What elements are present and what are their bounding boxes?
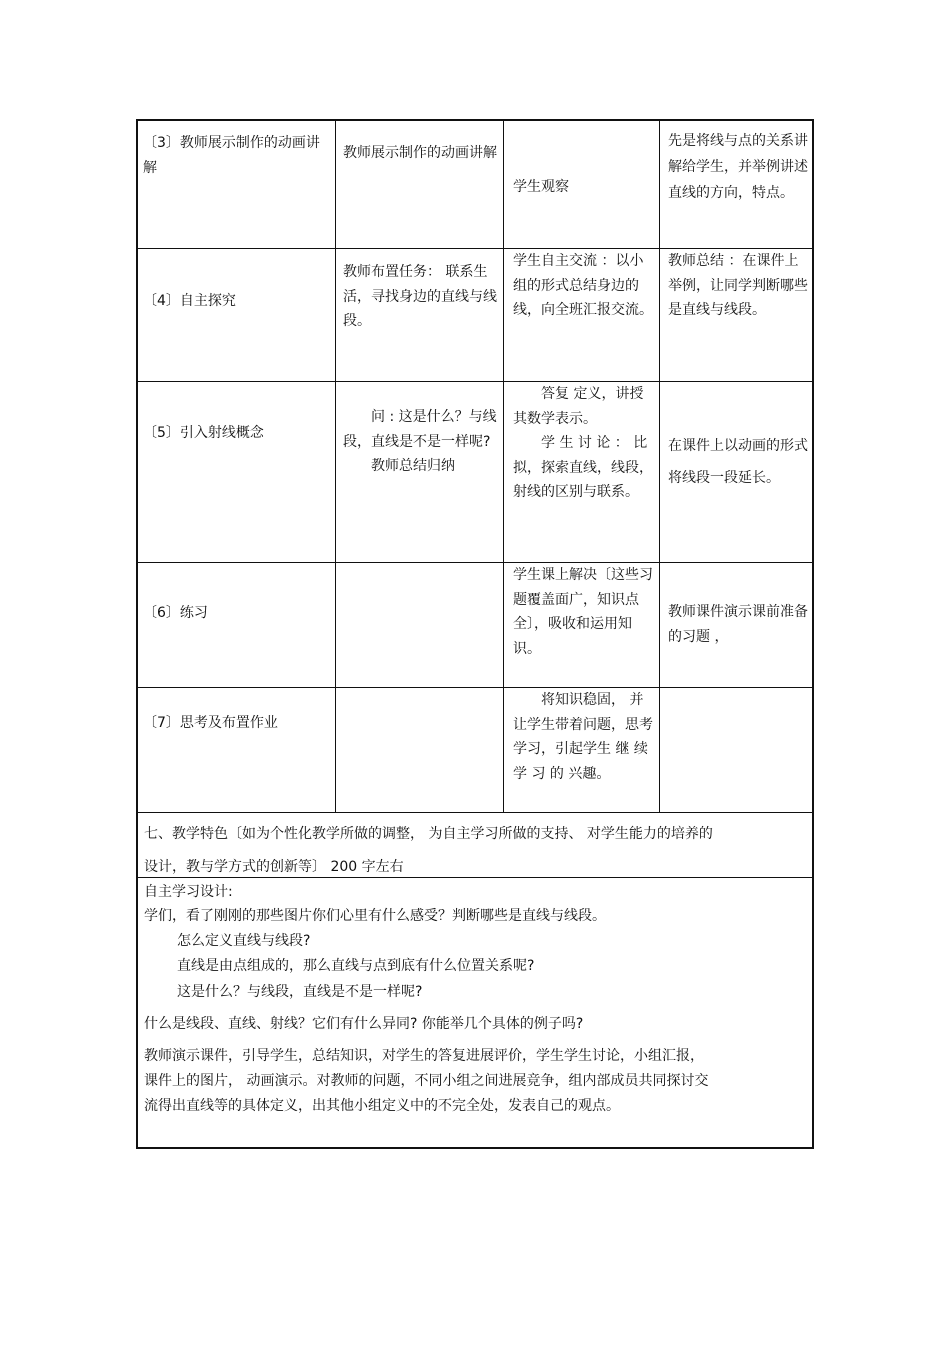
step-cell (143, 711, 329, 736)
teacher-text: 教师展示制作的动画讲解 (343, 145, 497, 161)
teacher-cell (343, 260, 497, 334)
teacher-text: 问 : 这是什么？与线段，直线是不是一样呢? (343, 409, 497, 450)
media-cell (668, 249, 808, 323)
media-text: 教师课件演示课前准备的习题 ， (668, 604, 808, 645)
student-text: 将知识稳固， 并让学生带着问题，思考学习，引起学生 继 续 学 习 的 兴趣。 (513, 692, 653, 782)
step-cell (143, 421, 329, 446)
media-text: 先是将线与点的关系讲解给学生，并举例讲述直线的方向，特点。 (668, 133, 808, 201)
student-text: 答复 定义，讲授其数学表示。 (513, 386, 644, 427)
design-paragraph: 课件上的图片， 动画演示。对教师的问题，不同小组之间进展竞争，组内部成员共同探讨交 (144, 1073, 709, 1089)
feature-heading-line2: 设计，教与学方式的创新等〕 200 字左右 (144, 859, 404, 875)
step-cell (143, 601, 329, 626)
column-divider (503, 119, 504, 813)
row-divider (136, 562, 814, 563)
step-label: 〔4〕自主探究 (143, 293, 236, 309)
step-label: 〔3〕教师展示制作的动画讲解 (143, 135, 320, 176)
media-text: 在课件上以动画的形式将线段一段延长。 (668, 438, 808, 486)
teacher-text: 教师总结归纳 (371, 458, 455, 474)
media-text: 教师总结 ：在课件上举例，让同学判断哪些是直线与线段。 (668, 253, 808, 318)
media-cell (668, 128, 808, 206)
teacher-cell (343, 405, 497, 479)
student-text: 学生课上解决〔这些习题覆盖面广，知识点全〕，吸收和运用知识。 (513, 567, 653, 657)
row-divider (136, 381, 814, 382)
student-cell (513, 175, 653, 200)
step-label: 〔7〕思考及布置作业 (143, 715, 278, 731)
column-divider (335, 119, 336, 813)
student-cell (513, 563, 653, 661)
step-cell (143, 289, 329, 314)
step-label: 〔5〕引入射线概念 (143, 425, 264, 441)
design-paragraph: 流得出直线等的具体定义，出其他小组定义中的不完全处，发表自己的观点。 (144, 1098, 620, 1114)
feature-heading-line1: 七、教学特色〔如为个性化教学所做的调整， 为自主学习所做的支持、 对学生能力的培养的 (144, 826, 713, 842)
media-cell (668, 430, 808, 494)
student-text: 学 生 讨 论 ： 比拟，探索直线，线段，射线的区别与联系。 (513, 435, 653, 500)
step-label: 〔6〕练习 (143, 605, 208, 621)
design-intro: 学们，看了刚刚的那些图片你们心里有什么感受？判断哪些是直线与线段。 (144, 908, 606, 924)
row-divider (136, 687, 814, 688)
design-question: 这是什么？与线段，直线是不是一样呢? (177, 984, 423, 1000)
design-paragraph: 教师演示课件，引导学生，总结知识，对学生的答复进展评价，学生学生讨论，小组汇报， (144, 1048, 704, 1064)
teacher-text: 教师布置任务： 联系生活，寻找身边的直线与线段。 (343, 264, 497, 329)
design-title: 自主学习设计: (144, 884, 233, 900)
student-text: 学生观察 (513, 179, 569, 195)
row-divider (136, 877, 814, 878)
design-question: 直线是由点组成的，那么直线与点到底有什么位置关系呢? (177, 958, 535, 974)
column-divider (659, 119, 660, 813)
row-divider (136, 812, 814, 813)
media-cell (668, 600, 808, 649)
student-text: 学生自主交流 ：以小组的形式总结身边的线，向全班汇报交流。 (513, 253, 653, 318)
design-question: 怎么定义直线与线段? (177, 933, 311, 949)
student-cell (513, 382, 653, 505)
step-cell (143, 131, 329, 180)
design-question: 什么是线段、直线、射线？它们有什么异同? 你能举几个具体的例子吗? (144, 1016, 584, 1032)
teacher-cell (343, 141, 497, 166)
student-cell (513, 249, 653, 323)
student-cell (513, 688, 653, 786)
